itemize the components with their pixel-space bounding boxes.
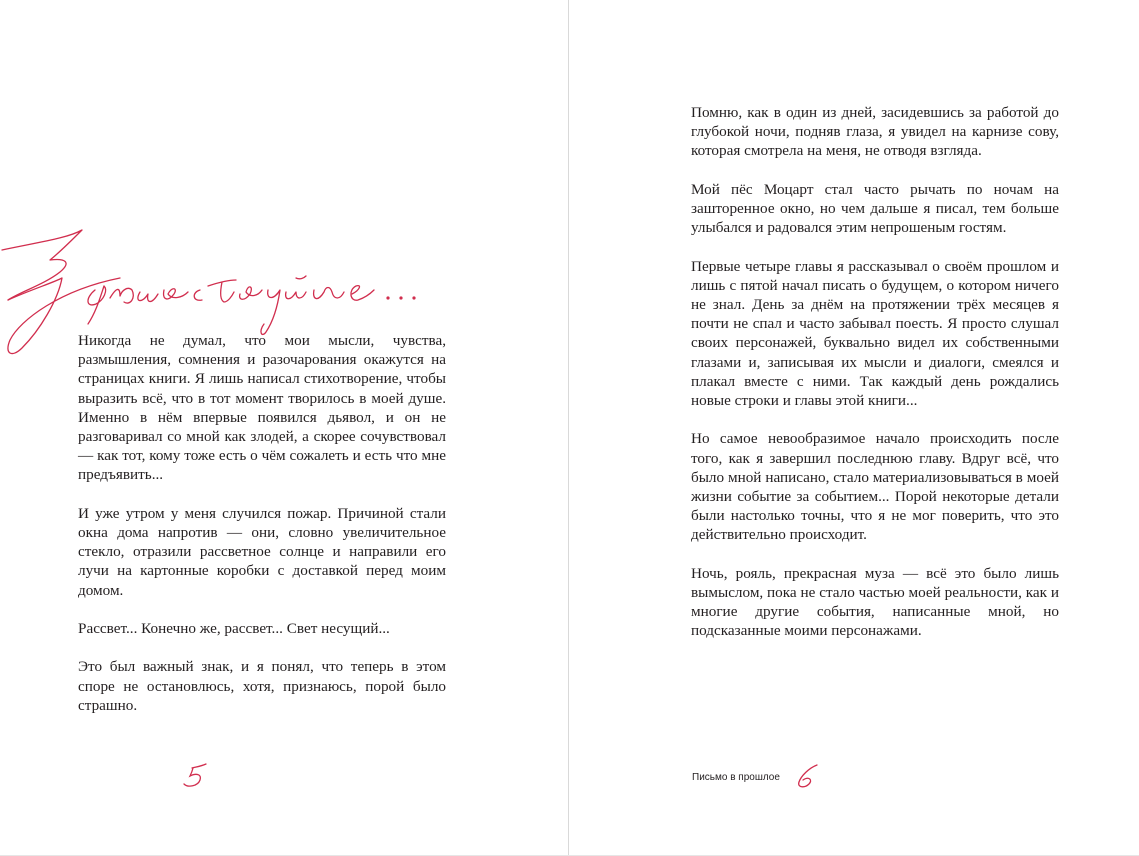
paragraph: И уже утром у меня случился пожар. Причиной стали окна дома напротив — они, словно увеличительное стекло, отразили рассветное солнце и направили его лучи на картонные коробки с доставкой перед моим домом.	[78, 504, 446, 599]
paragraph: Рассвет... Конечно же, рассвет... Свет несущий...	[78, 620, 390, 638]
page-number-5-glyph	[180, 760, 210, 790]
paragraph: Помню, как в один из дней, засидевшись за работой до глубокой ночи, подняв глаза, я увидел на карнизе сову, которая смотрела на меня, не отводя взгляда.	[691, 104, 1059, 160]
page-number-6-glyph	[793, 762, 823, 790]
paragraph: Ночь, рояль, прекрасная муза — всё это было лишь вымыслом, пока не стало частью моей реальности, как и многие другие события, написанные мной, но подсказанные моими персонажами.	[691, 564, 1059, 640]
page-number-right	[793, 762, 823, 790]
paragraph: Первые четыре главы я рассказывал о своём прошлом и лишь с пятой начал писать о будущем, о котором ничего не знал. День за днём на протяжении трёх месяцев я почти не спал и часто забывал поесть. Я просто слушал своих персонажей, буквально видел их собственными глазами и, записывая их мысли и диалоги, смеялся и плакал вместе с ними. Так каждый день рождались новые строки и главы этой книги...	[691, 257, 1059, 410]
page-number-left	[180, 760, 210, 790]
left-page	[0, 0, 568, 856]
paragraph: Это был важный знак, и я понял, что теперь в этом споре не остановлюсь, хотя, признаюсь, порой было страшно.	[78, 658, 446, 714]
right-page	[569, 0, 1139, 856]
running-title: Письмо в прошлое	[692, 772, 780, 783]
paragraph: Никогда не думал, что мои мысли, чувства, размышления, сомнения и разочарования окажутся на страницах книги. Я лишь написал стихотворение, чтобы выразить всё, что в тот момент творилось в моей душе. Именно в нём впервые появился дьявол, и он не разговаривал со мной как злодей, а скорее сочувствовал — как тот, кому тоже есть о чём сожалеть и есть что мне предъявить...	[78, 332, 446, 484]
paragraph: Мой пёс Моцарт стал часто рычать по ночам на зашторенное окно, но чем дальше я писал, тем больше улыбался и радовался этим непрошеным гостям.	[691, 180, 1059, 237]
right-page-body	[691, 103, 1059, 660]
left-page-body	[78, 331, 446, 734]
paragraph: Но самое невообразимое начало происходить после того, как я завершил последнюю главу. Вдруг всё, что было мной написано, стало материализовываться в моей жизни событие за событием... Порой некоторые детали были настолько точны, что я не мог поверить, что это действительно происходит.	[691, 430, 1059, 544]
